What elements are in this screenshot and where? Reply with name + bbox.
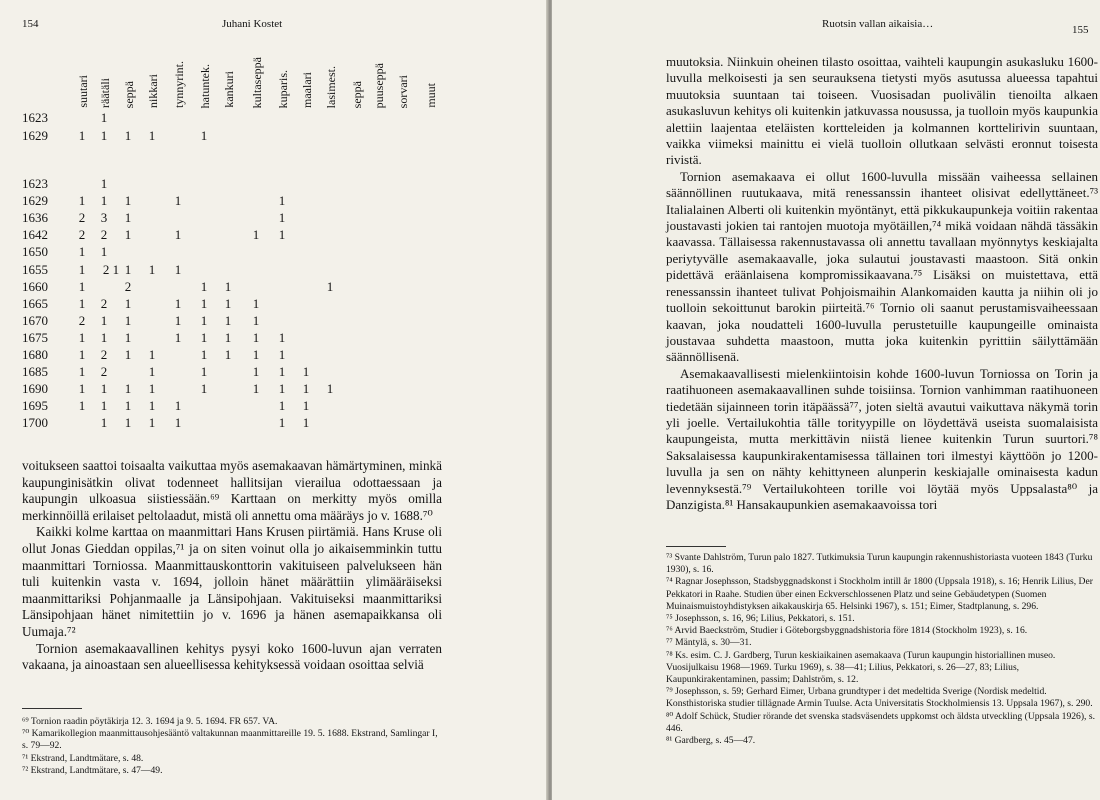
table-cell: 2 [78, 227, 86, 242]
footnote: ⁷⁴ Ragnar Josephsson, Stadsbyggnadskonst i Stockholm intill år 1800 (Uppsala 1918), s. 16; Henrik Lilius, Der Pekkatori in Raahe. Studien über einen Eckverschlossenen Platz und seine Gebäudetypen (Suomen Muinaismuistoyhdistyksen aikakauskirja 65. Helsinki 1967), s. 151; Eimer, Stadtplanung, s. 296. [666, 576, 1093, 612]
row-year: 1650 [22, 244, 48, 259]
left-page [0, 0, 548, 800]
column-header-label: kultaseppä [250, 56, 264, 108]
table-cell: 1 [124, 193, 132, 208]
table-cell: 1 [174, 296, 182, 311]
column-header-label: nikkari [146, 74, 160, 108]
column-header-label: muut [424, 83, 438, 108]
table-cell: 1 [124, 415, 132, 430]
page-number: 154 [22, 18, 39, 30]
table-cell: 2 [100, 364, 108, 379]
row-year: 1660 [22, 279, 48, 294]
table-cell: 1 [174, 398, 182, 413]
table-cell: 1 [200, 313, 208, 328]
table-cell: 1 [278, 210, 286, 225]
table-cell: 2 [100, 347, 108, 362]
table-cell: 1 [252, 381, 260, 396]
table-cell: 1 [278, 381, 286, 396]
table-cell: 1 [278, 193, 286, 208]
footnote: ⁷⁵ Josephsson, s. 16, 96; Lilius, Pekkatori, s. 151. [666, 613, 855, 625]
column-header-label: sorvari [396, 74, 410, 108]
footnote: ⁷⁹ Josephsson, s. 59; Gerhard Eimer, Urbana grundtyper i det medeltida Sverige (Nordisk medeltid. Konsthistoriska studier tillägnade Armin Tuulse. Acta Universitatis Stockholmiensis 13. Uppsala 1967), s. 290. [666, 686, 1093, 710]
table-cell: 1 [78, 279, 86, 294]
table-cell: 1 [200, 381, 208, 396]
row-year: 1623 [22, 176, 48, 191]
paragraph: Tornion asemakaava ei ollut 1600-luvulla missään vaiheessa sellainen säännöllinen ruutukaava, mitä renessanssin ihanteet olisivat edellyttäneet.⁷³ Italialainen Alberti oli kuitenkin myöntänyt, että pikkukaupunkeja voitiin rakentaa joustavasti jokien tai rantojen muotoja myötäillen,⁷⁴ mikä voidaan nähdä tässäkin kaavassa. Tällaisessa rakennustavassa oli annettu tavallaan myönnytys keskiajalta periytyvälle asemakaavalle, joka sulautui joustavasti maastoon. Sitä onkin pidettävä eräänlaisena kompromissikaavana.⁷⁵ Lisäksi on muistettava, että renessanssin ihanteet tulivat Pohjoismaihin Alankomaiden kautta ja niihin oli jo tuolloin sekoittunut barokin piirteitä.⁷⁶ Tornio oli saanut perustamisvaiheessaan kaavan, joka noudatteli 1600-luvulla perustetuille kaupungeille ominaista joustavaa suhdetta maastoon, mutta joka kuitenkin pyrittiin säilyttämään säännöllisenä. [666, 168, 1098, 365]
table-cell: 1 [78, 330, 86, 345]
table-cell: 1 [278, 364, 286, 379]
row-year: 1690 [22, 381, 48, 396]
table-cell: 1 [174, 415, 182, 430]
table-cell: 1 [78, 193, 86, 208]
table-cell: 1 [252, 313, 260, 328]
right-footnotes [666, 552, 1098, 747]
table-cell: 1 [326, 279, 334, 294]
column-header-label: tynnyrint. [172, 61, 186, 108]
column-header-label: kankuri [222, 71, 236, 108]
column-header-label: suutari [76, 75, 90, 108]
table-cell: 1 [78, 262, 86, 277]
column-header-label: maalari [300, 72, 314, 108]
paragraph: Asemakaavallisesti mielenkiintoisin kohde 1600-luvun Torniossa on Torin ja raatihuoneen asemakaavallinen suhde toisiinsa. Tornion vanhimman raatihuoneen tiedetään sijainneen torin itäpäässä⁷⁷, joten sieltä avautui vaikuttava näkymä torin yli joelle. Vertailukohtia tälle torityypille on löydettävä useista suomalaisista kaupungeista, mutta merkittävin niistä lienee kuitenkin Turun suurtori.⁷⁸ Saksalaisessa kaupunkirakentamisessa tällainen tori ilmestyi käyttöön jo 1200-luvulla ja sen on nähty kehittyneen alunperin keskiajalle ominaisesta kadun levennyksestä.⁷⁹ Vertailukohteen torille voi löytää myös Uppsalasta⁸⁰ ja Danzigista.⁸¹ Hansakaupunkien asemakaavoissa tori [666, 365, 1098, 512]
table-cell: 1 [78, 347, 86, 362]
left-body-text [22, 458, 442, 674]
page-number: 155 [1072, 24, 1089, 36]
table-cell: 1 [124, 381, 132, 396]
table-cell: 1 [148, 128, 156, 143]
table-cell: 1 [224, 347, 232, 362]
footnote: ⁷⁸ Ks. esim. C. J. Gardberg, Turun keskiaikainen asemakaava (Turun kaupungin historiallinen museo. Vuosijulkaisu 1968—1969. Turku 1969), s. 38—41; Lilius, Pekkatori, s. 26—27, 83; Lilius, Kaupunkirakentaminen, passim; Dahlström, s. 12. [666, 649, 1056, 686]
column-header-label: räätäli [98, 78, 112, 108]
column-header-label: lasimest. [324, 65, 338, 108]
table-cell: 2 [124, 279, 132, 294]
table-cell: 1 [302, 364, 310, 379]
table-cell: 1 [100, 415, 108, 430]
table-cell: 1 [252, 296, 260, 311]
table-cell: 1 [252, 227, 260, 242]
table-cell: 1 [148, 381, 156, 396]
footnote: ⁷³ Svante Dahlström, Turun palo 1827. Tutkimuksia Turun kaupungin rakennushistoriasta vuoteen 1843 (Turku 1930), s. 16. [666, 552, 1093, 576]
row-year: 1629 [22, 128, 48, 143]
table-cell: 1 [224, 330, 232, 345]
footnote: ⁷¹ Ekstrand, Landtmätare, s. 48. [22, 752, 144, 764]
table-cell: 2 [100, 227, 108, 242]
table-cell: 1 [278, 347, 286, 362]
row-year: 1655 [22, 262, 48, 277]
table-cell: 1 [278, 227, 286, 242]
table-cell: 2 [78, 210, 86, 225]
paragraph: Kaikki kolme karttaa on maanmittari Hans Krusen piirtämiä. Hans Kruse oli ollut Jonas Gieddan oppilas,⁷¹ ja on siten voinut olla jo aikaisemminkin tuttu maanmittari Torniossa. Maanmittauskonttorin vakituiseen palvelukseen hän tuli kuitenkin vasta v. 1694, jolloin hänet määrättiin ylimääräiseksi maanmittariksi Pohjanmaalle ja Länsipohjaan. Vakituiseksi maanmittariksi Länsipohjaan hänet nimitettiin jo v. 1696 ja hänen asemapaikkansa oli Uumaja.⁷² [22, 524, 442, 639]
table-cell: 1 [326, 381, 334, 396]
table-cell: 1 [124, 313, 132, 328]
row-year: 1695 [22, 398, 48, 413]
row-year: 1700 [22, 415, 48, 430]
table-cell: 1 [100, 128, 108, 143]
table-cell: 1 [78, 381, 86, 396]
footnote: ⁷⁶ Arvid Baeckström, Studier i Göteborgsbyggnadshistoria före 1814 (Stockholm 1923), s. 16. [666, 625, 1028, 637]
table-cell: 1 [302, 398, 310, 413]
footnote: ⁷⁷ Mäntylä, s. 30—31. [666, 637, 752, 649]
footnote-rule [22, 708, 82, 709]
table-cell: 1 [224, 279, 232, 294]
paragraph: voitukseen saattoi toisaalta vaikuttaa myös asemakaavan hämärtyminen, minkä kaupunginisätkin olivat todenneet hallitsijan vierailua odottaessaan ja kaupungin ulkoasua siistiessään.⁶⁹ Karttaan on merkitty myös omilla merkinnöillä erilaiset peltolaadut, mistä oli annettu oma määräys jo v. 1688.⁷⁰ [22, 458, 442, 523]
right-page [552, 0, 1100, 800]
table-cell: 2 [100, 296, 108, 311]
table-cell: 1 [124, 262, 132, 277]
table-cell: 1 [200, 279, 208, 294]
row-year: 1642 [22, 227, 48, 242]
table-cell: 1 [100, 313, 108, 328]
table-cell: 1 [124, 227, 132, 242]
table-cell: 1 [200, 364, 208, 379]
table-cell: 1 [124, 347, 132, 362]
table-cell: 1 [100, 398, 108, 413]
table-cell: 1 [78, 128, 86, 143]
table-cell: 1 [124, 398, 132, 413]
table-cell: 1 [252, 364, 260, 379]
table-cell: 1 [100, 330, 108, 345]
footnote: ⁷⁰ Kamarikollegion maanmittausohjesääntö valtakunnan maanmittareille 19. 5. 1688. Ekstrand, Samlingar I, s. 79—92. [22, 728, 438, 752]
table-cell: 1 [100, 176, 108, 191]
table-cell: 1 [174, 330, 182, 345]
table-cell: 1 [174, 193, 182, 208]
table-cell: 1 [252, 347, 260, 362]
footnote: ⁸¹ Gardberg, s. 45—47. [666, 735, 756, 747]
column-header-label: hatuntek. [198, 63, 212, 108]
table-cell: 1 [100, 381, 108, 396]
paragraph: Tornion asemakaavallinen kehitys pysyi koko 1600-luvun ajan verraten vakaana, ja ainoastaan sen alueellisessa kehityksessä voidaan osoittaa selviä [22, 640, 442, 673]
table-cell: 1 [148, 262, 156, 277]
table-cell: 1 [174, 313, 182, 328]
right-body-text [666, 54, 1098, 513]
row-year: 1636 [22, 210, 48, 225]
table-cell: 1 [278, 415, 286, 430]
row-year: 1629 [22, 193, 48, 208]
table-cell: 1 [100, 193, 108, 208]
table-cell: 1 [78, 244, 86, 259]
footnote: ⁶⁹ Tornion raadin pöytäkirja 12. 3. 1694 ja 9. 5. 1694. FR 657. VA. [22, 716, 278, 727]
table-cell: 1 [148, 398, 156, 413]
table-cell: 1 [148, 347, 156, 362]
table-cell: 1 [174, 227, 182, 242]
column-header-label: puuseppä [372, 62, 386, 108]
table-cell: 1 [124, 128, 132, 143]
column-header-label: seppä [350, 80, 364, 108]
table-cell: 1 [200, 347, 208, 362]
table-cell: 1 [124, 296, 132, 311]
table-cell: 1 [200, 330, 208, 345]
table-cell: 1 [100, 244, 108, 259]
table-cell: 1 [78, 296, 86, 311]
left-footnotes [22, 716, 442, 777]
table-cell: 1 [252, 330, 260, 345]
column-header-label: kuparis. [276, 69, 290, 108]
table-cell: 1 [148, 415, 156, 430]
table-cell: 1 [302, 415, 310, 430]
table-cell: 1 [200, 128, 208, 143]
table-cell: 1 [174, 262, 182, 277]
table-cell: 1 [278, 398, 286, 413]
table-cell: 1 [200, 296, 208, 311]
footnote-rule [666, 546, 726, 547]
table-cell: 1 [278, 330, 286, 345]
table-cell: 3 [100, 210, 108, 225]
table-cell: 1 [148, 364, 156, 379]
row-year: 1665 [22, 296, 48, 311]
table-cell: 2 1 [102, 262, 120, 277]
paragraph: muutoksia. Niinkuin oheinen tilasto osoittaa, vaihteli kaupungin asukasluku 1600-luvulla melkoisesti ja sen seurauksena tietysti myös asutussa alueessa tapahtui muutoksia suuntaan tai toiseen. Vuosisadan puolivälin tienoilta alkaen asukasluvun kehitys oli kuitenkin jatkuvassa nousussa, ja tuolloin myös kaupunkia alettiin laajentaa eteläisten kortteleiden ja kolmannen korttelirivin suuntaan, vaikka viimeksi mainittu ei vielä tuolloin ollutkaan selvästi eronnut toisesta rivistä. [666, 54, 1098, 168]
row-year: 1685 [22, 364, 48, 379]
row-year: 1623 [22, 110, 48, 125]
footnote: ⁸⁰ Adolf Schück, Studier rörande det svenska stadsväsendets uppkomst och äldsta utveckling (Uppsala 1926), s. 446. [666, 710, 1095, 734]
table-cell: 1 [78, 364, 86, 379]
row-year: 1675 [22, 330, 48, 345]
table-cell: 1 [124, 210, 132, 225]
table-cell: 2 [78, 313, 86, 328]
footnote: ⁷² Ekstrand, Landtmätare, s. 47—49. [22, 764, 163, 776]
table-cell: 1 [224, 296, 232, 311]
table-cell: 1 [78, 398, 86, 413]
table-cell: 1 [124, 330, 132, 345]
table-cell: 1 [302, 381, 310, 396]
table-cell: 1 [100, 110, 108, 125]
row-year: 1680 [22, 347, 48, 362]
row-year: 1670 [22, 313, 48, 328]
running-head: Ruotsin vallan aikaisia… [822, 18, 934, 30]
running-head: Juhani Kostet [222, 18, 283, 30]
table-cell: 1 [224, 313, 232, 328]
column-header-label: seppä [122, 80, 136, 108]
